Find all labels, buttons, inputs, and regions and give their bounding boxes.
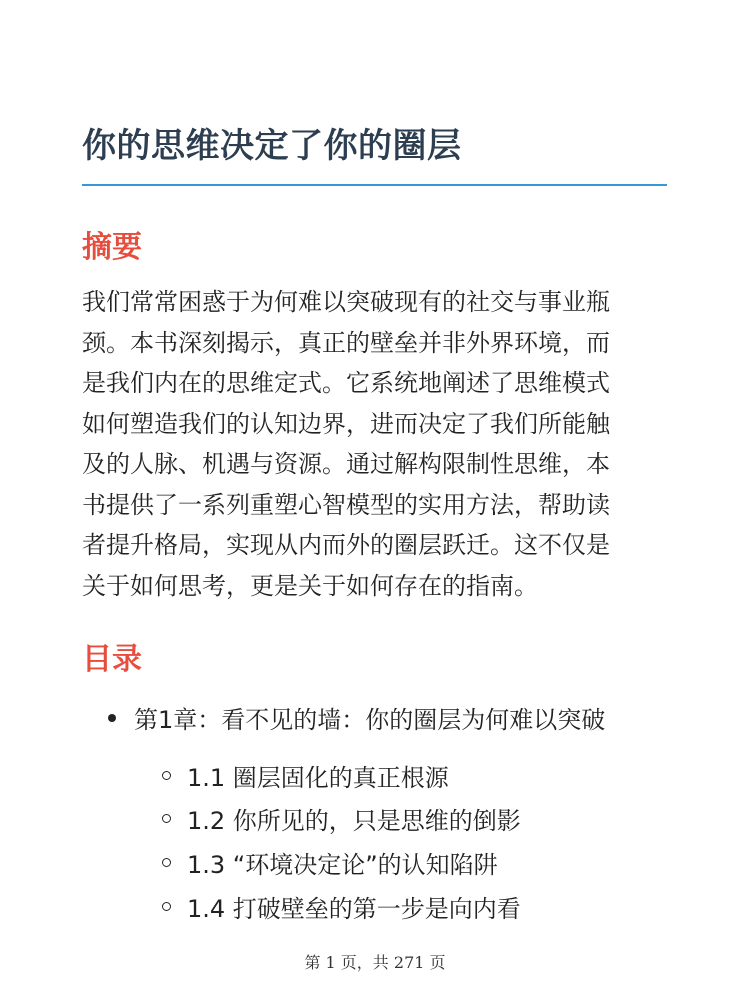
toc-chapter-label: 第1章：看不见的墙：你的圈层为何难以突破	[134, 706, 606, 734]
abstract-body	[82, 282, 672, 606]
toc-section-label: 1.2 你所见的，只是思维的倒影	[187, 807, 521, 835]
toc-heading: 目录	[82, 642, 142, 677]
toc-section-item[interactable]	[162, 758, 449, 793]
bullet-disc-icon	[108, 714, 116, 722]
abstract-line: 及的人脉、机遇与资源。通过解构限制性思维，本	[82, 450, 610, 478]
toc-chapter-item[interactable]	[108, 700, 605, 735]
bullet-circle-icon	[162, 771, 171, 780]
bullet-circle-icon	[162, 814, 171, 823]
bullet-circle-icon	[162, 858, 171, 867]
toc-section-label: 1.1 圈层固化的真正根源	[187, 764, 449, 792]
toc-section-label: 1.4 打破壁垒的第一步是向内看	[187, 895, 521, 923]
page-number-footer: 第 1 页，共 271 页	[304, 953, 446, 972]
toc-section-item[interactable]	[162, 889, 521, 924]
toc-section-item[interactable]	[162, 801, 521, 836]
abstract-heading: 摘要	[82, 230, 142, 265]
page-title: 你的思维决定了你的圈层	[82, 126, 462, 166]
toc-section-label: 1.3 “环境决定论”的认知陷阱	[187, 851, 498, 879]
abstract-line: 如何塑造我们的认知边界，进而决定了我们所能触	[82, 409, 610, 438]
abstract-line: 关于如何思考，更是关于如何存在的指南。	[82, 571, 538, 600]
abstract-line: 我们常常困惑于为何难以突破现有的社交与事业瓶	[82, 288, 610, 316]
toc-section-item[interactable]	[162, 845, 498, 880]
bullet-circle-icon	[162, 902, 171, 911]
abstract-line: 颈。本书深刻揭示，真正的壁垒并非外界环境，而	[82, 328, 610, 357]
title-divider	[82, 184, 667, 186]
abstract-line: 书提供了一系列重塑心智模型的实用方法，帮助读	[82, 490, 610, 519]
abstract-line: 是我们内在的思维定式。它系统地阐述了思维模式	[82, 369, 610, 397]
abstract-line: 者提升格局，实现从内而外的圈层跃迁。这不仅是	[82, 531, 610, 559]
